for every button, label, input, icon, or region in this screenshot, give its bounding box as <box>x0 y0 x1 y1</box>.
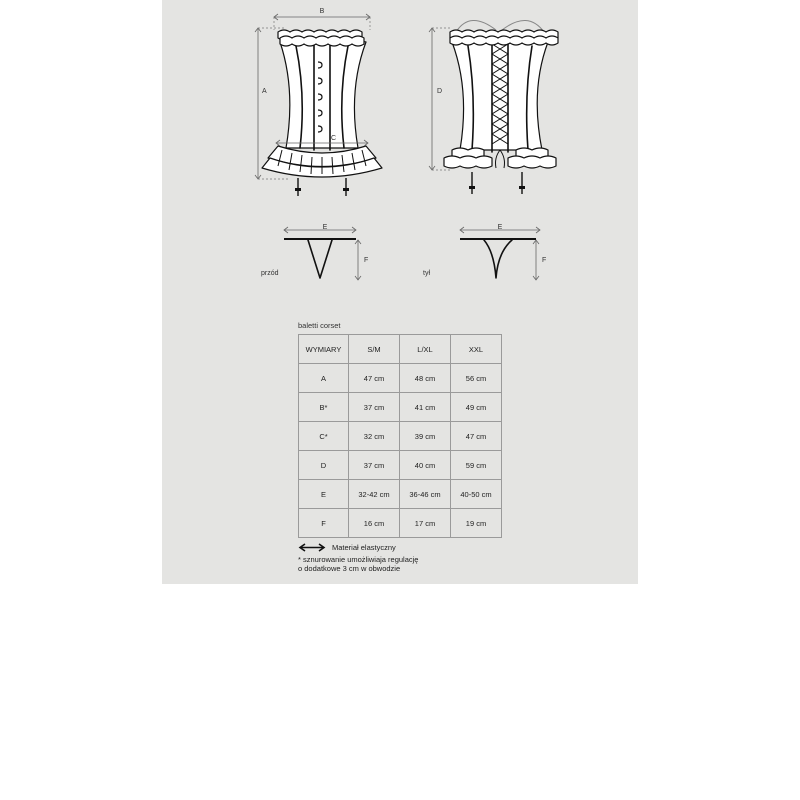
dimension-b-label: B <box>319 8 325 15</box>
table-cell: 48 cm <box>400 364 451 393</box>
table-cell: F <box>299 509 349 538</box>
header-cell: S/M <box>349 335 400 364</box>
table-cell: 37 cm <box>349 393 400 422</box>
table-cell: D <box>299 451 349 480</box>
header-cell: L/XL <box>400 335 451 364</box>
table-cell: 39 cm <box>400 422 451 451</box>
dimension-f-front-label: F <box>364 257 369 264</box>
table-cell: 19 cm <box>451 509 502 538</box>
table-cell: 37 cm <box>349 451 400 480</box>
legend-elastic-row <box>298 543 418 553</box>
front-thong <box>261 224 368 280</box>
table-cell: A <box>299 364 349 393</box>
table-cell: 47 cm <box>451 422 502 451</box>
table-cell: 40 cm <box>400 451 451 480</box>
table-row <box>299 422 502 451</box>
legend-note-line2: o dodatkowe 3 cm w obwodzie <box>298 564 401 573</box>
front-caption: przód <box>261 270 279 277</box>
back-corset <box>429 20 558 194</box>
table-cell: 56 cm <box>451 364 502 393</box>
table-cell: C* <box>299 422 349 451</box>
table-row <box>299 364 502 393</box>
dimension-e-back-label: E <box>497 224 503 231</box>
table-row <box>299 393 502 422</box>
back-caption: tył <box>423 270 430 277</box>
table-cell: E <box>299 480 349 509</box>
table-row <box>299 451 502 480</box>
dimension-c-label: C <box>331 135 337 142</box>
dimension-f-back-label: F <box>542 257 547 264</box>
back-thong <box>423 224 546 280</box>
table-cell: 59 cm <box>451 451 502 480</box>
table-cell: 41 cm <box>400 393 451 422</box>
front-corset <box>255 8 382 196</box>
table-cell: B* <box>299 393 349 422</box>
legend-note-line1: * sznurowanie umożliwiaja regulację <box>298 554 419 564</box>
dimension-a-label: A <box>262 88 267 95</box>
header-cell: WYMIARY <box>299 335 349 364</box>
table-cell: 32 cm <box>349 422 400 451</box>
table-cell: 40-50 cm <box>451 480 502 509</box>
table-cell: 32-42 cm <box>349 480 400 509</box>
dimension-e-front-label: E <box>322 224 328 231</box>
legend-elastic-text: Materiał elastyczny <box>332 543 396 552</box>
table-title: baletti corset <box>298 321 341 330</box>
table-cell: 49 cm <box>451 393 502 422</box>
table-row <box>299 509 502 538</box>
table-cell: 36-46 cm <box>400 480 451 509</box>
table-row <box>299 480 502 509</box>
table-cell: 16 cm <box>349 509 400 538</box>
double-arrow-icon <box>298 543 326 552</box>
dimension-d-label: D <box>437 88 443 95</box>
table-cell: 47 cm <box>349 364 400 393</box>
table-cell: 17 cm <box>400 509 451 538</box>
table-header-row <box>299 335 502 364</box>
legend <box>298 543 418 574</box>
size-table <box>298 334 502 538</box>
header-cell: XXL <box>451 335 502 364</box>
